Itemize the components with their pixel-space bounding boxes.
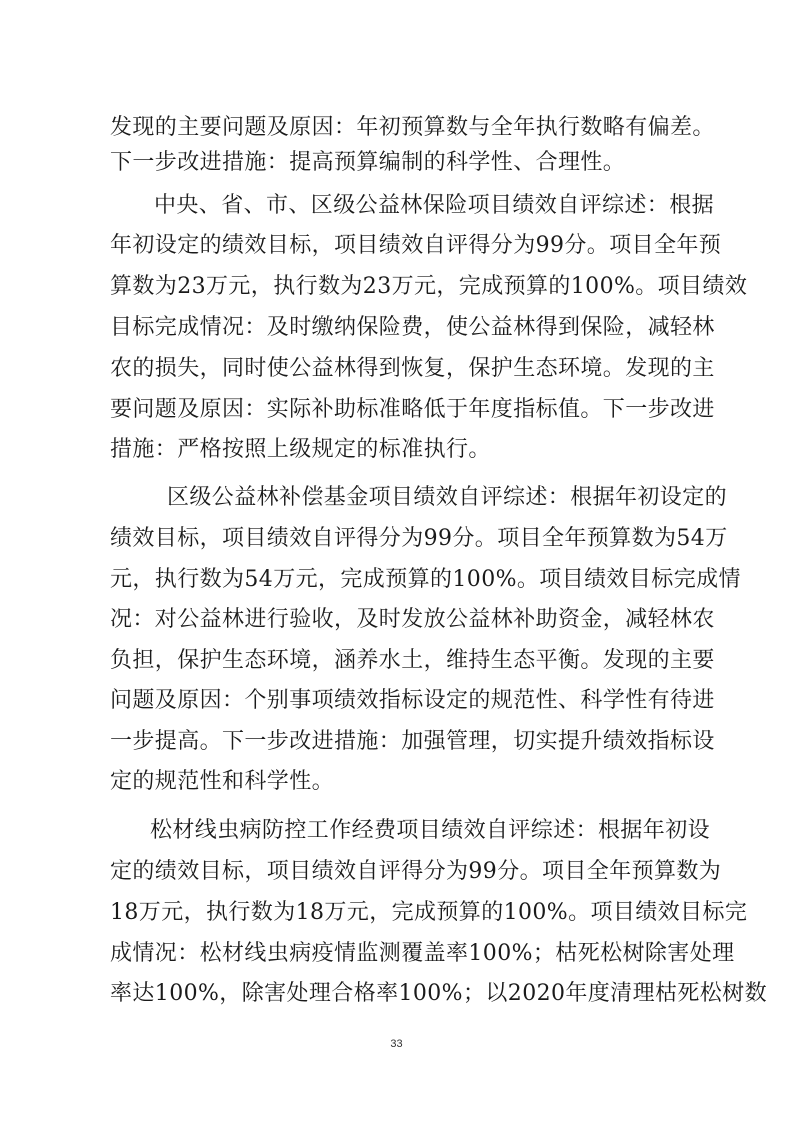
paragraph-2-line-6: 要问题及原因：实际补助标准略低于年度指标值。下一步改进 <box>110 397 715 422</box>
paragraph-1-line-2: 下一步改进措施：提高预算编制的科学性、合理性。 <box>110 150 626 175</box>
paragraph-3-line-8: 定的规范性和科学性。 <box>110 769 335 794</box>
paragraph-2-line-5: 农的损失，同时使公益林得到恢复，保护生态环境。发现的主 <box>110 356 715 381</box>
paragraph-4-line-5: 率达100%，除害处理合格率100%；以2020年度清理枯死松树数 <box>110 981 767 1006</box>
paragraph-3-line-5: 负担，保护生态环境，涵养水土，维持生态平衡。发现的主要 <box>110 648 715 673</box>
paragraph-3-line-6: 问题及原因：个别事项绩效指标设定的规范性、科学性有待进 <box>110 688 715 713</box>
paragraph-3-line-2: 绩效目标，项目绩效自评得分为99分。项目全年预算数为54万 <box>110 526 728 551</box>
paragraph-2-line-4: 目标完成情况：及时缴纳保险费，使公益林得到保险，减轻林 <box>110 315 715 340</box>
paragraph-4-line-2: 定的绩效目标，项目绩效自评得分为99分。项目全年预算数为 <box>110 859 722 884</box>
paragraph-4-line-3: 18万元，执行数为18万元，完成预算的100%。项目绩效目标完 <box>110 900 748 925</box>
paragraph-1-line-1: 发现的主要问题及原因：年初预算数与全年执行数略有偏差。 <box>110 115 715 140</box>
paragraph-2-line-3: 算数为23万元，执行数为23万元，完成预算的100%。项目绩效 <box>110 274 748 299</box>
paragraph-2-line-7: 措施：严格按照上级规定的标准执行。 <box>110 437 491 462</box>
paragraph-4-line-1: 松材线虫病防控工作经费项目绩效自评综述：根据年初设 <box>150 818 711 843</box>
paragraph-3-line-3: 元，执行数为54万元，完成预算的100%。项目绩效目标完成情 <box>110 567 741 592</box>
paragraph-4-line-4: 成情况：松材线虫病疫情监测覆盖率100%；枯死松树除害处理 <box>110 941 735 966</box>
paragraph-2-line-2: 年初设定的绩效目标，项目绩效自评得分为99分。项目全年预 <box>110 233 722 258</box>
paragraph-2-line-1: 中央、省、市、区级公益林保险项目绩效自评综述：根据 <box>154 193 715 218</box>
page-number: 33 <box>390 1038 403 1050</box>
paragraph-3-line-1: 区级公益林补偿基金项目绩效自评综述：根据年初设定的 <box>167 485 728 510</box>
paragraph-3-line-7: 一步提高。下一步改进措施：加强管理，切实提升绩效指标设 <box>110 729 715 754</box>
paragraph-3-line-4: 况：对公益林进行验收，及时发放公益林补助资金，减轻林农 <box>110 607 715 632</box>
